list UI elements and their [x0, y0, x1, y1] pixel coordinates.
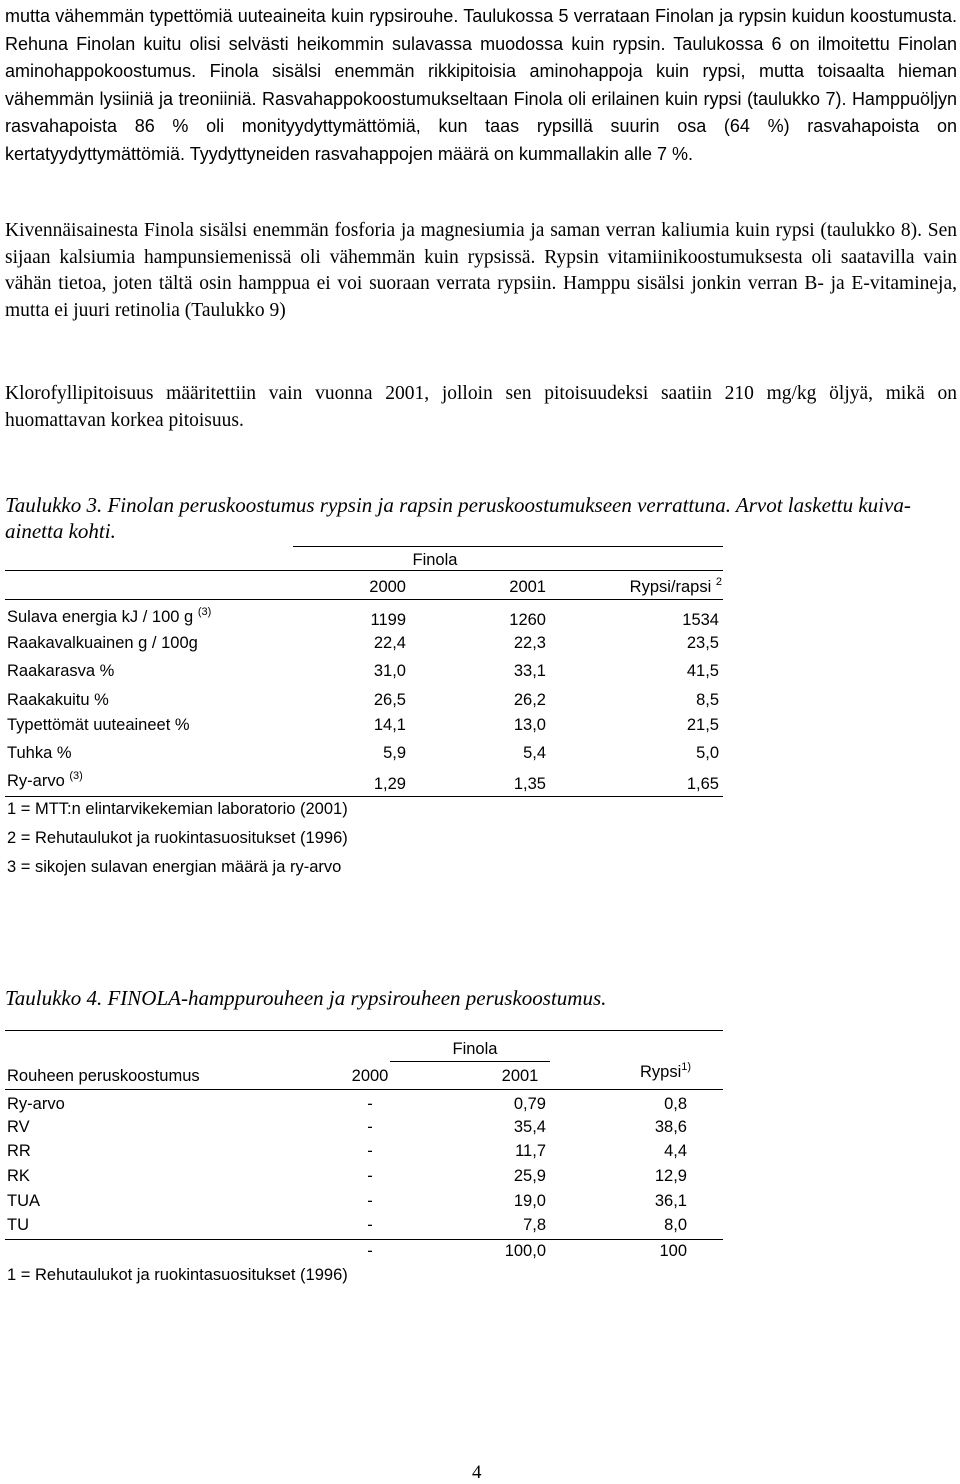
table-3-group-header: Finola: [412, 551, 458, 569]
table-4-cell-v2001: 7,8: [523, 1216, 546, 1234]
table-4-group-header: Finola: [452, 1040, 498, 1058]
table-3-note-2: 2 = Rehutaulukot ja ruokintasuositukset (1996): [7, 829, 348, 847]
table-4-cell-v2000: -: [367, 1095, 373, 1113]
table-3-cell-v2001: 22,3: [513, 634, 546, 652]
table-4-cell-v2001: 11,7: [515, 1142, 546, 1160]
table-3-cell-v2000: 1199: [370, 611, 406, 629]
paragraph-1-part-c: Hamppuöljyn rasvahapoista 86 % oli monityydyttymättömiä, kun taas rypsillä suurin osa (64 %) rasvahapoista on kertatyydyttymättömiä. Tyydyttyneiden rasvahappojen määrä on kummallakin alle 7 %.: [5, 88, 957, 164]
table-4-row-label: Ry-arvo: [7, 1095, 65, 1113]
table-4-cell-v2000: -: [367, 1167, 373, 1185]
table-3-cell-vr: 41,5: [686, 662, 719, 680]
table-4-row-label: RR: [7, 1142, 31, 1160]
table-4-cell-vr: 0,8: [664, 1095, 687, 1113]
table-4-cell-vr: 12,9: [654, 1167, 687, 1185]
table-4-bottom-rule: [5, 1239, 723, 1240]
table-4-row-label: RK: [7, 1167, 30, 1185]
table-4-col-rypsi: Rypsi$^{1)}$: [640, 1061, 692, 1081]
table-3-note-1: 1 = MTT:n elintarvikekemian laboratorio (2001): [7, 800, 348, 818]
table-4-cell-vr: 4,4: [664, 1142, 687, 1160]
table-3-cell-v2000: 22,4: [373, 634, 406, 652]
table-3-row-label: Raakarasva %: [7, 662, 115, 680]
table-3-cell-vr: 5,0: [696, 744, 719, 762]
table-3-cell-v2000: 14,1: [373, 716, 406, 734]
table-3-note-3: 3 = sikojen sulavan energian määrä ja ry-arvo: [7, 858, 342, 876]
table-3-cell-v2000: 5,9: [383, 744, 406, 762]
table-3-cell-vr: 8,5: [696, 691, 719, 709]
table-4-cell-v2000: -: [367, 1118, 373, 1136]
table-4-cell-vr: 8,0: [664, 1216, 687, 1234]
table-3-row-label: Tuhka %: [7, 744, 72, 762]
table-3-cell-v2001: 26,2: [513, 691, 546, 709]
table-3-cell-v2000: 1,29: [373, 775, 406, 793]
table-4-cell-vr: 36,1: [654, 1192, 687, 1210]
table-3-cell-vr: 1534: [682, 611, 719, 629]
body-paragraph-3: Klorofyllipitoisuus määritettiin vain vuonna 2001, jolloin sen pitoisuudeksi saatiin 210 mg/kg öljyä, mikä on huomattavan korkea pitoisuus.: [5, 383, 957, 431]
table-3-cell-vr: 1,65: [686, 775, 719, 793]
table-3-col-rypsi: Rypsi/rapsi $^2$: [629, 576, 722, 596]
table-3-cell-v2001: 1260: [509, 611, 546, 629]
table-3-cell-vr: 21,5: [686, 716, 719, 734]
table-3-row-label: Typettömät uuteaineet %: [7, 716, 190, 734]
table-4-cell-v2001: 25,9: [513, 1167, 546, 1185]
table-4-top-rule: [5, 1030, 723, 1031]
table-3-row-label: Raakakuitu %: [7, 691, 109, 709]
table-3-row-label: Sulava energia kJ / 100 g $^{(3)}$: [7, 606, 212, 626]
table-3-cell-vr: 23,5: [686, 634, 719, 652]
table-4-row-label: RV: [7, 1118, 30, 1136]
page-number: 4: [472, 1462, 482, 1483]
table-3-cell-v2001: 33,1: [513, 662, 546, 680]
table-4-col-2000: 2000: [351, 1067, 389, 1085]
table-4-cell-v2000: -: [367, 1216, 373, 1234]
table-4-caption: Taulukko 4. FINOLA-hamppurouheen ja rypsirouheen peruskoostumus.: [5, 986, 607, 1010]
table-4-cell-v2001: 100,0: [504, 1242, 546, 1260]
table-3-cell-v2001: 13,0: [513, 716, 546, 734]
table-3-cell-v2001: 5,4: [523, 744, 546, 762]
table-4-row-label: TU: [7, 1216, 29, 1234]
table-3-col-2001: 2001: [509, 578, 546, 596]
table-3-row-label: Ry-arvo $^{(3)}$: [7, 770, 83, 790]
table-4-cell-vr: 38,6: [654, 1118, 687, 1136]
table-3-cell-v2001: 1,35: [513, 775, 546, 793]
table-3-col-2000: 2000: [369, 578, 406, 596]
table-4-cell-vr: 100: [659, 1242, 687, 1260]
table-3-cell-v2000: 26,5: [373, 691, 406, 709]
table-4-header-rule: [5, 1089, 723, 1090]
table-4-row-label: TUA: [7, 1192, 40, 1210]
table-4-col-2001: 2001: [501, 1067, 539, 1085]
table-4-cell-v2000: -: [367, 1242, 373, 1260]
table-4-group-rule: [390, 1061, 550, 1062]
body-paragraph-2: Kivennäisainesta Finola sisälsi enemmän fosforia ja magnesiumia ja saman verran kaliumia kuin rypsi (taulukko 8). Sen sijaan kalsiumia hampunsiemenissä oli vähemmän kuin rypsissä. Rypsin vitamiinikoostumuksesta oli saatavilla vain vähän tietoa, joten tältä osin hamppua ei voi suoraan verrata rypsiin. Hamppu sisälsi jonkin verran B- ja E-vitamineja, mutta ei juuri retinolia (Taulukko 9): [5, 220, 957, 321]
table-4-cell-v2001: 0,79: [513, 1095, 546, 1113]
table-3-row-label: Raakavalkuainen g / 100g: [7, 634, 198, 652]
table-4-cell-v2001: 19,0: [513, 1192, 546, 1210]
paragraph-1-part-a: mutta vähemmän typettömiä uuteaineita kuin rypsirouhe.: [5, 6, 464, 26]
table-4-note: 1 = Rehutaulukot ja ruokintasuositukset (1996): [7, 1266, 348, 1284]
table-4-col-label: Rouheen peruskoostumus: [7, 1067, 200, 1085]
table-3-caption: Taulukko 3. Finolan peruskoostumus rypsin ja rapsin peruskoostumukseen verrattuna. Arvot laskettu kuiva-ainetta kohti.: [5, 493, 911, 543]
table-4-cell-v2001: 35,4: [513, 1118, 546, 1136]
paragraph-1-part-b: Taulukossa 5 verrataan Finolan ja rypsin kuidun koostumusta. Rehuna Finolan kuitu olisi selvästi heikommin sulavassa muodossa kuin rypsin. Taulukossa 6 on ilmoitettu Finolan aminohappokoostumus. Finola sisälsi enemmän rikkipitoisia aminohappoja kuin rypsi, mutta toisaalta hieman vähemmän lysiiniä ja treoniiniä. Rasvahappokoostumukseltaan Finola oli erilainen kuin rypsi (taulukko 7).: [5, 6, 957, 109]
table-3-cell-v2000: 31,0: [373, 662, 406, 680]
table-4-cell-v2000: -: [367, 1192, 373, 1210]
table-4-cell-v2000: -: [367, 1142, 373, 1160]
